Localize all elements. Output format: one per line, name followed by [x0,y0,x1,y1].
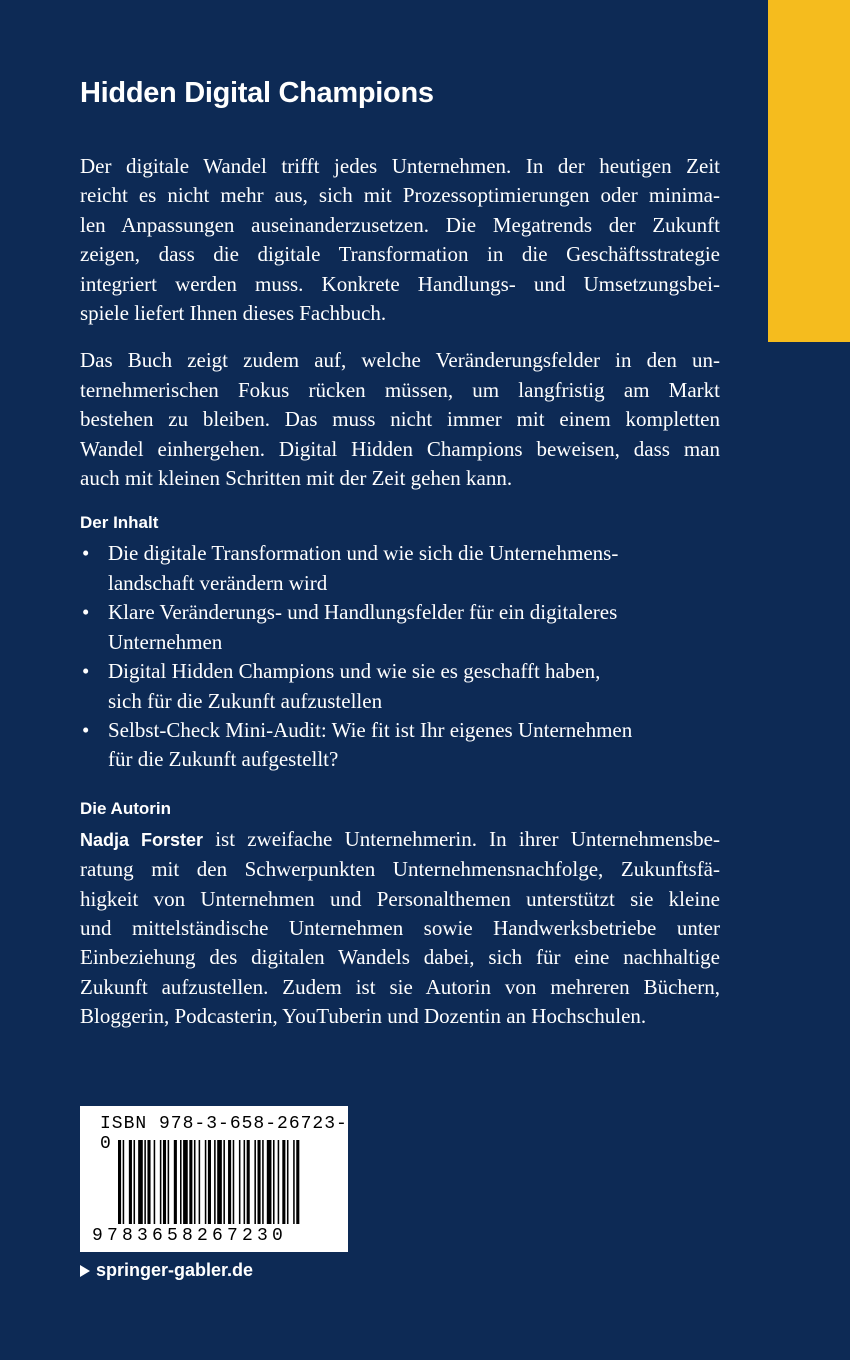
publisher-website-link[interactable] [80,1260,253,1281]
author-name: Nadja Forster [80,829,203,850]
author-bio-line: ratung mit den Schwerpunkten Unternehmensnachfolge, Zukunftsfä- [80,857,720,882]
contents-item [80,716,720,775]
text-line: reicht es nicht mehr aus, sich mit Prozessoptimierungen oder minima- [80,183,720,208]
isbn-barcode [80,1106,348,1252]
contents-item-line: sich für die Zukunft aufzustellen [108,688,383,713]
isbn-label: ISBN 978-3-658-26723-0 [100,1114,348,1154]
text-line: integriert werden muss. Konkrete Handlungs- und Umsetzungsbei- [80,271,720,296]
contents-item-line: Unternehmen [108,629,223,654]
intro-paragraph [80,152,720,328]
contents-list [80,539,720,774]
contents-item-line: für die Zukunft aufgestellt? [108,747,339,772]
play-arrow-icon [80,1265,90,1277]
intro-text [80,152,720,493]
ean-digits: 9783658267230 [92,1226,288,1246]
contents-item [80,598,720,657]
contents-item [80,539,720,598]
contents-heading: Der Inhalt [80,513,159,533]
author-heading: Die Autorin [80,798,171,818]
book-title: Hidden Digital Champions [80,77,434,109]
text-line: Wandel einhergehen. Digital Hidden Champions beweisen, dass man [80,436,720,461]
bullet-icon: • [82,541,90,566]
author-bio-line [80,825,720,855]
accent-bar [768,0,850,342]
author-bio-line: higkeit von Unternehmen und Personalthemen unterstützt sie kleine [80,886,720,911]
text-line: ternehmerischen Fokus rücken müssen, um langfristig am Markt [80,377,720,402]
bullet-icon: • [82,717,90,742]
author-bio [80,825,720,1032]
text-line: zeigen, dass die digitale Transformation in die Geschäftsstrategie [80,242,720,267]
contents-item-line: Die digitale Transformation und wie sich die Unternehmens- [108,541,619,566]
bullet-icon: • [82,600,90,625]
text-line: auch mit kleinen Schritten mit der Zeit gehen kann. [80,466,513,491]
website-label: springer-gabler.de [96,1260,254,1280]
text-line: len Anpassungen auseinanderzusetzen. Die Megatrends der Zukunft [80,212,720,237]
contents-item-line: Digital Hidden Champions und wie sie es geschafft haben, [108,659,601,684]
contents-item-line: Selbst-Check Mini-Audit: Wie fit ist Ihr eigenes Unternehmen [108,717,633,742]
author-bio-line: Zukunft aufzustellen. Zudem ist sie Autorin von mehreren Büchern, [80,974,720,999]
back-cover-content [80,70,720,1050]
author-bio-line: und mittelständische Unternehmen sowie Handwerksbetriebe unter [80,915,720,940]
contents-item [80,657,720,716]
text-line: spiele liefert Ihnen dieses Fachbuch. [80,301,387,326]
text-line: bestehen zu bleiben. Das muss nicht immer mit einem kompletten [80,407,720,432]
author-bio-first-line: ist zweifache Unternehmerin. In ihrer Unternehmensbe- [203,826,720,851]
contents-item-line: landschaft verändern wird [108,570,328,595]
text-line: Der digitale Wandel trifft jedes Unternehmen. In der heutigen Zeit [80,154,720,178]
intro-paragraph [80,346,720,493]
bullet-icon: • [82,659,90,684]
text-line: Das Buch zeigt zudem auf, welche Veränderungsfelder in den un- [80,348,720,373]
contents-item-line: Klare Veränderungs- und Handlungsfelder für ein digitaleres [108,600,618,625]
author-bio-line: Bloggerin, Podcasterin, YouTuberin und Dozentin an Hochschulen. [80,1004,647,1029]
author-bio-line: Einbeziehung des digitalen Wandels dabei, sich für eine nachhaltige [80,945,720,970]
